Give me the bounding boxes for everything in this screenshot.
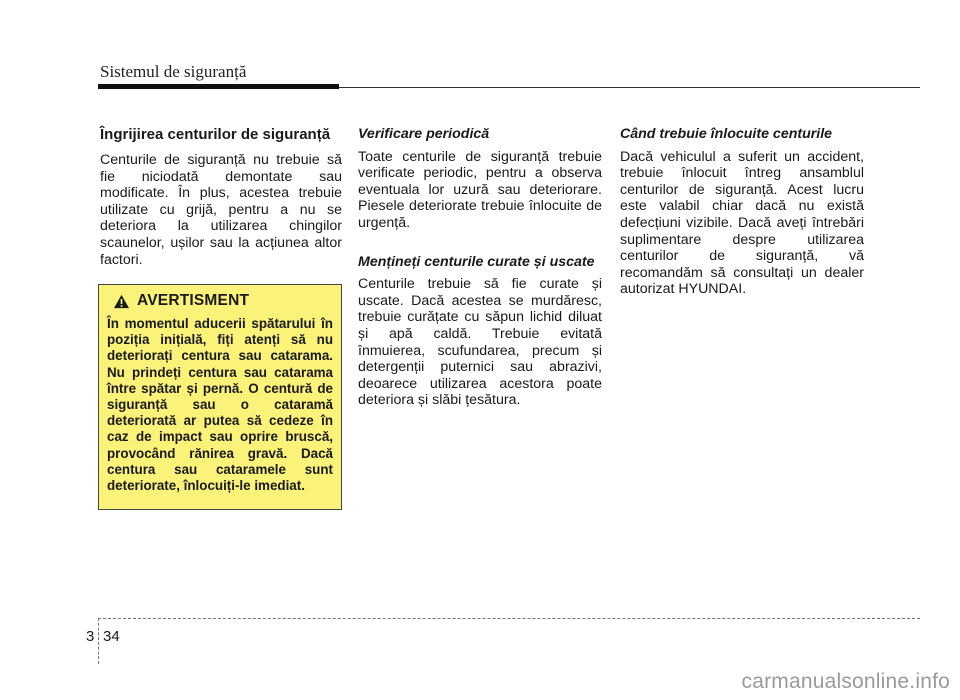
warning-title: AVERTISMENT [137, 292, 250, 309]
column-1 [100, 126, 342, 268]
watermark: carmanualsonline.info [741, 670, 950, 693]
replace-belts-paragraph: Dacă vehiculul a suferit un accident, trebuie înlocuit întreg ansamblul centurilor de siguranță. Acest lucru este valabil chiar dacă nu există defecțiuni vizibile. Dacă aveți întrebări suplimentare despre utilizarea centurilor de siguranță, vă recomandăm să consultați un dealer autorizat HYUNDAI. [620, 148, 864, 298]
page-number: 34 [103, 628, 120, 645]
section-spacer [358, 232, 602, 254]
replace-belts-heading: Când trebuie înlocuite centurile [620, 126, 833, 142]
warning-header [113, 292, 333, 310]
header-rule-thick [98, 84, 339, 89]
footer-divider [98, 618, 99, 664]
care-heading: Îngrijirea centurilor de siguranță [100, 126, 331, 143]
warning-triangle-icon [113, 294, 130, 309]
care-paragraph: Centurile de siguranță nu trebuie să fie niciodată demontate sau modificate. În plus, acestea trebuie utilizate cu grijă, pentru a nu se deteriora la utilizarea chingilor scaunelor, ușilor sau la acțiunea altor factori. [100, 152, 342, 268]
chapter-number: 3 [86, 628, 95, 645]
periodic-check-heading: Verificare periodică [358, 126, 490, 142]
periodic-check-paragraph: Toate centurile de siguranță trebuie verificate periodic, pentru a observa eventuala lor uzură sau deteriorare. Piesele deteriorate trebuie înlocuite de urgență. [358, 148, 602, 231]
column-3 [620, 126, 864, 298]
keep-clean-heading: Mențineți centurile curate și uscate [358, 253, 595, 270]
section-title: Sistemul de siguranță [100, 62, 247, 81]
column-2 [358, 126, 602, 409]
header-rule-thin [339, 87, 920, 88]
warning-box [98, 284, 342, 510]
footer-rule [98, 618, 920, 619]
keep-clean-paragraph: Centurile trebuie să fie curate și uscate. Dacă acestea se murdăresc, trebuie curățate cu săpun lichid diluat și apă caldă. Trebuie evitată înmuierea, scufundarea, precum și detergenții puternici sau abrazivi, deoarece utilizarea acestora poate deteriora și slăbi țesătura. [358, 276, 602, 409]
warning-text: În momentul aducerii spătarului în poziția inițială, fiți atenți să nu deteriorați centura sau catarama. Nu prindeți centura sau catarama între spătar și pernă. O centură de siguranță sau o cataramă deteriorată ar putea să cedeze în caz de impact sau oprire bruscă, provocând rănirea gravă. Dacă centura sau cataramele sunt deteriorate, înlocuiți-le imediat. [107, 316, 333, 494]
